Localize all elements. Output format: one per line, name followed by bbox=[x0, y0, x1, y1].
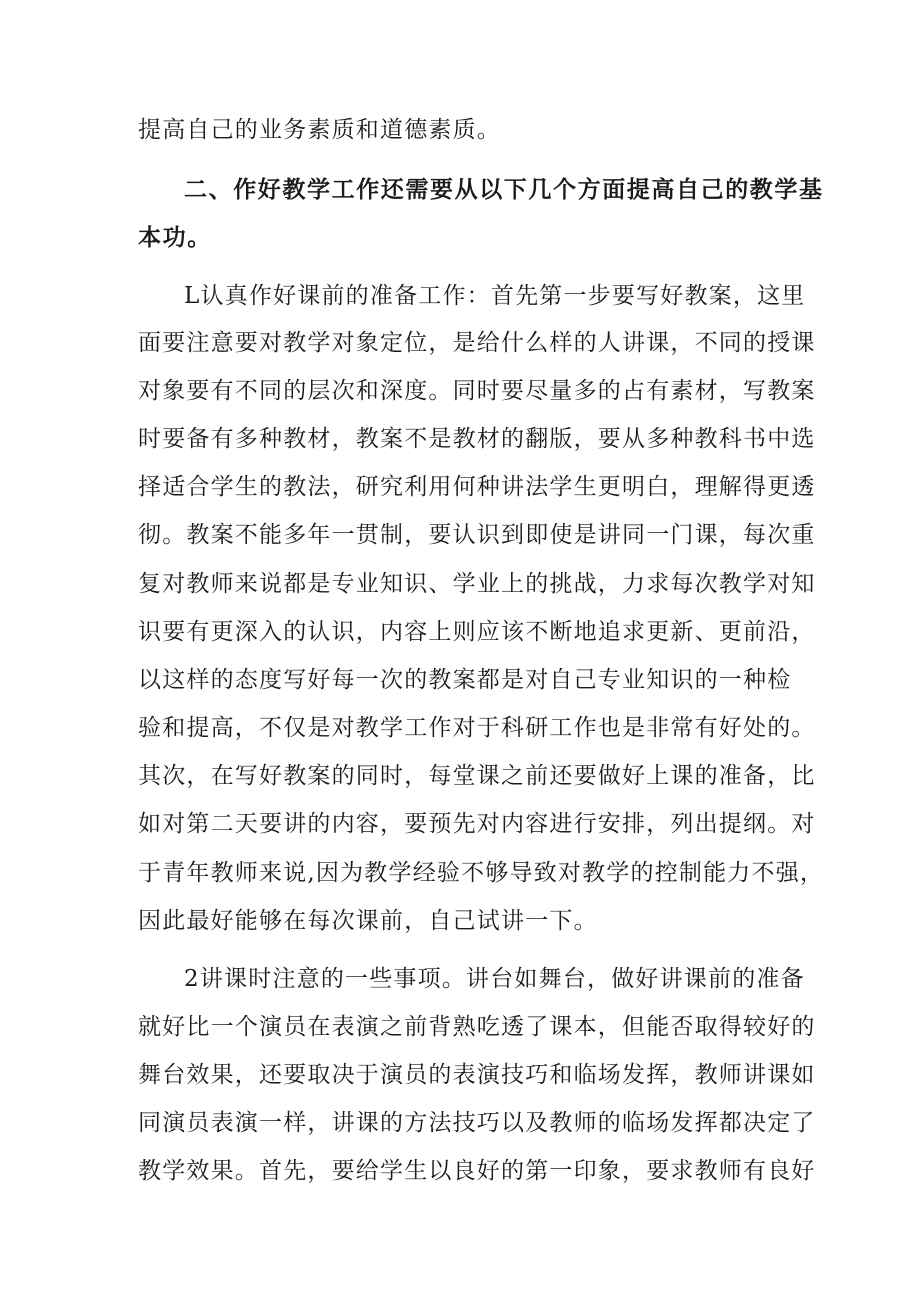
paragraph-2-line-4: 同演员表演一样，讲课的方法技巧以及教师的临场发挥都决定了 bbox=[138, 1110, 816, 1136]
paragraph-1-line-7: 复对教师来说都是专业知识、学业上的挑战，力求每次教学对知 bbox=[138, 571, 816, 597]
paragraph-1-line-5: 择适合学生的教法，研究利用何种讲法学生更明白，理解得更透 bbox=[138, 474, 816, 500]
paragraph-1-line-1: L认真作好课前的准备工作：首先第一步要写好教案，这里 bbox=[184, 283, 806, 309]
paragraph-1-line-2: 面要注意要对教学对象定位，是给什么样的人讲课，不同的授课 bbox=[138, 330, 816, 356]
section-heading-line-1: 二、作好教学工作还需要从以下几个方面提高自己的教学基 bbox=[184, 177, 824, 203]
paragraph-1-line-4: 时要备有多种教材，教案不是教材的翻版，要从多种教科书中选 bbox=[138, 426, 816, 452]
paragraph-1-line-12: 如对第二天要讲的内容，要预先对内容进行安排，列出提纲。对 bbox=[138, 811, 816, 837]
paragraph-line-continuation: 提高自己的业务素质和道德素质。 bbox=[138, 117, 501, 143]
paragraph-1-line-8: 识要有更深入的认识，内容上则应该不断地追求更新、更前沿， bbox=[138, 619, 816, 645]
paragraph-2-line-2: 就好比一个演员在表演之前背熟吃透了课本，但能否取得较好的 bbox=[138, 1014, 816, 1040]
paragraph-2-line-3: 舞台效果，还要取决于演员的表演技巧和临场发挥，教师讲课如 bbox=[138, 1062, 816, 1088]
paragraph-1-line-14: 因此最好能够在每次课前，自己试讲一下。 bbox=[138, 908, 598, 934]
section-heading-line-2: 本功。 bbox=[138, 225, 212, 251]
paragraph-1-line-9: 以这样的态度写好每一次的教案都是对自己专业知识的一种检 bbox=[138, 667, 792, 693]
paragraph-1-line-6: 彻。教案不能多年一贯制，要认识到即使是讲同一门课，每次重 bbox=[138, 522, 816, 548]
paragraph-1-line-11: 其次，在写好教案的同时，每堂课之前还要做好上课的准备，比 bbox=[138, 763, 816, 789]
paragraph-1-line-3: 对象要有不同的层次和深度。同时要尽量多的占有素材，写教案 bbox=[138, 378, 816, 404]
paragraph-2-line-5: 教学效果。首先，要给学生以良好的第一印象，要求教师有良好 bbox=[138, 1158, 816, 1184]
paragraph-1-line-13: 于青年教师来说,因为教学经验不够导致对教学的控制能力不强， bbox=[138, 860, 825, 886]
paragraph-1-line-10: 验和提高，不仅是对教学工作对于科研工作也是非常有好处的。 bbox=[138, 715, 816, 741]
paragraph-2-line-1: 2讲课时注意的一些事项。讲台如舞台，做好讲课前的准备 bbox=[184, 966, 805, 992]
